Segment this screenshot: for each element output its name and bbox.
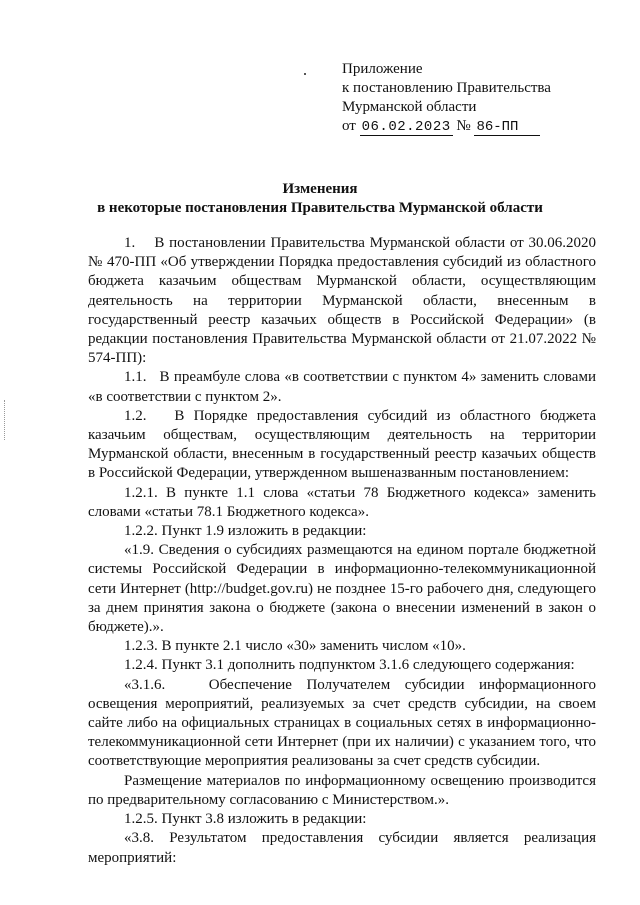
approval-date: 06.02.2023 xyxy=(361,119,451,135)
paragraph: 1.2.3. В пункте 2.1 число «30» заменить числом «10». xyxy=(124,638,466,655)
paragraph: 1.2.2. Пункт 1.9 изложить в редакции: xyxy=(124,523,367,540)
paragraph: «1.9. Сведения о субсидиях размещаются на едином портале бюджетной системы Российской Федерации в информационно-телекоммуникационной сети Интернет (http://budget.gov.ru) не позднее 15-го рабочего дня, следующего за днем принятия закона о бюджете (закона о внесении изменений в закон о бюджете).». xyxy=(88,542,596,636)
approval-number: 86-ПП xyxy=(474,119,540,136)
paragraph: 1. В постановлении Правительства Мурманской области от 30.06.2020 № 470-ПП «Об утверждении Порядка предоставления субсидий из областного бюджета казачьим обществам Мурманской области, осуществляющим деятельность на территории Мурманской области, внесенным в государственный реестр казачьих обществ в Российской Федерации» (в редакции постановления Правительства Мурманской области от 21.07.2022 № 574-ПП): xyxy=(88,235,596,367)
title-line-2: в некоторые постановления Правительства Мурманской области xyxy=(97,200,543,216)
approval-line-3: Мурманской области xyxy=(342,99,477,115)
title-line-1: Изменения xyxy=(282,181,358,197)
approval-line-1: Приложение xyxy=(342,61,423,77)
scan-speck xyxy=(304,73,306,75)
paragraph: 1.2.5. Пункт 3.8 изложить в редакции: xyxy=(124,811,367,828)
paragraph: «3.1.6. Обеспечение Получателем субсидии информационного освещения мероприятий, реализуемых за счет средств субсидии, на своем сайте либо на официальных страницах в социальных сетях в информационно-телекоммуникационной сети Интернет (при их наличии) с указанием того, что соответствующие мероприятия реализованы за счет средств субсидии. xyxy=(88,676,596,770)
date-prefix: от xyxy=(342,118,356,134)
paragraph: 1.1. В преамбуле слова «в соответствии с пунктом 4» заменить словами «в соответствии с пунктом 2». xyxy=(88,369,596,405)
scan-margin-mark xyxy=(4,400,8,440)
paragraph: 1.2.4. Пункт 3.1 дополнить подпунктом 3.1.6 следующего содержания: xyxy=(124,657,575,674)
approval-block xyxy=(342,60,582,137)
paragraph: 1.2.1. В пункте 1.1 слова «статьи 78 Бюджетного кодекса» заменить словами «статьи 78.1 Бюджетного кодекса». xyxy=(88,484,596,520)
number-prefix: № xyxy=(456,118,471,134)
document-title xyxy=(0,180,640,218)
approval-date-line xyxy=(342,117,582,137)
paragraph: 1.2. В Порядке предоставления субсидий из областного бюджета казачьим обществам, осуществляющим деятельность на территории Мурманской области, внесенным в государственный реестр казачьих обществ в Российской Федерации, утвержденном вышеназванным постановлением: xyxy=(88,407,596,482)
paragraph: Размещение материалов по информационному освещению производится по предварительному согласованию с Министерством.». xyxy=(88,772,596,808)
document-body xyxy=(88,234,596,868)
approval-line-2: к постановлению Правительства xyxy=(342,80,551,96)
paragraph: «3.8. Результатом предоставления субсидии является реализация мероприятий: xyxy=(88,830,596,866)
